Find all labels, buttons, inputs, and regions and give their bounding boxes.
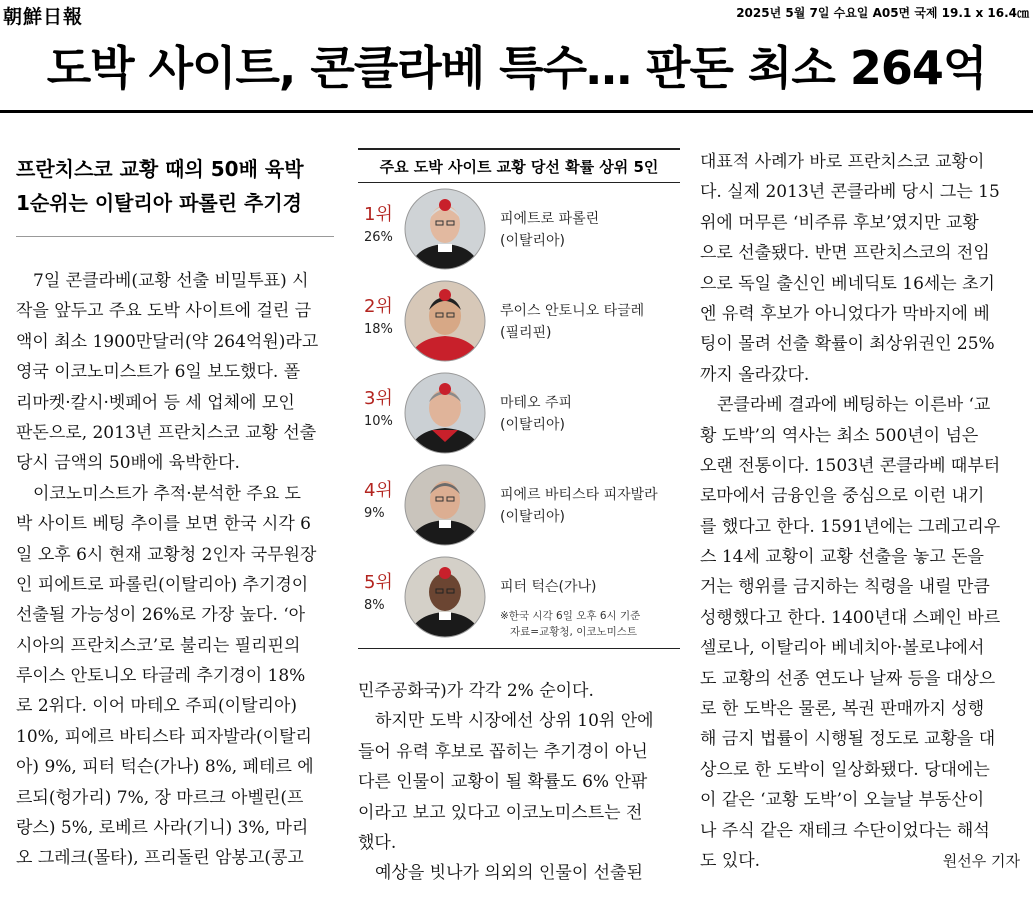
subheadline-divider	[16, 236, 334, 237]
article-line: 아) 9%, 피터 턱슨(가나) 8%, 페테르 에	[16, 757, 314, 778]
candidate-portrait	[404, 280, 486, 362]
article-line: 예상을 빗나가 의외의 인물이 선출된	[358, 863, 643, 884]
article-line: 상으로 한 도박이 일상화됐다. 당대에는	[700, 759, 990, 780]
article-line: 도 교황의 선종 연도나 날짜 등을 대상으	[700, 668, 996, 689]
article-line: 이 같은 ‘교황 도박’이 오늘날 부동산이	[700, 790, 985, 811]
article-line: 판돈으로, 2013년 프란치스코 교황 선출	[16, 422, 317, 443]
candidate-country: (필리핀)	[500, 325, 552, 341]
article-line: 리마켓·칼시·벳페어 등 세 업체에 모인	[16, 392, 295, 413]
article-line: 해 금지 법률이 시행될 정도로 교황을 대	[700, 729, 996, 750]
candidate-name: 루이스 안토니오 타글레	[500, 303, 645, 319]
article-line: 셀로나, 이탈리아 베네치아·볼로냐에서	[700, 638, 985, 659]
candidate-country: (이탈리아)	[500, 417, 566, 433]
article-line: 황 도박’의 역사는 최소 500년이 넘은	[700, 425, 979, 446]
article-line: 이라고 보고 있다고 이코노미스트는 전	[358, 802, 643, 823]
infobox-betting-odds	[358, 148, 680, 656]
candidate-percent: 18%	[364, 322, 393, 337]
article-column-left	[16, 266, 338, 874]
article-line: 르되(헝가리) 7%, 장 마르크 아벨린(프	[16, 787, 304, 808]
article-line: 랑스) 5%, 로베르 사라(기니) 3%, 마리	[16, 818, 309, 839]
candidate-portrait	[404, 464, 486, 546]
article-line: 인 피에트로 파롤린(이탈리아) 추기경이	[16, 574, 309, 595]
infobox-note-line: ※한국 시각 6일 오후 6시 기준	[500, 610, 641, 622]
article-line: 오 그레크(몰타), 프리돌린 암봉고(콩고	[16, 848, 304, 869]
article-line: 도 있다.	[700, 850, 761, 871]
candidate-percent: 10%	[364, 414, 393, 429]
article-line: 로마에서 금융인을 중심으로 이런 내기	[700, 486, 985, 507]
article-line: 액이 최소 1900만달러(약 264억원)라고	[16, 331, 319, 352]
article-line: 했다.	[358, 832, 397, 853]
article-line: 일 오후 6시 현재 교황청 2인자 국무원장	[16, 544, 317, 565]
article-line: 까지 올라갔다.	[700, 364, 810, 385]
article-line: 작을 앞두고 주요 도박 사이트에 걸린 금	[16, 301, 312, 322]
article-line: 민주공화국)가 각각 2% 순이다.	[358, 681, 594, 701]
article-column-middle	[358, 676, 678, 889]
article-line: 이코노미스트가 추적·분석한 주요 도	[16, 483, 301, 504]
infobox-note-line: 자료=교황청, 이코노미스트	[510, 626, 638, 638]
headline-divider	[0, 110, 1033, 113]
article-line: 콘클라베 결과에 베팅하는 이른바 ‘교	[700, 395, 991, 416]
candidate-rank: 4위	[364, 480, 393, 501]
candidate-country: (이탈리아)	[500, 509, 566, 525]
candidate-rank: 1위	[364, 204, 393, 225]
article-line: 스 14세 교황이 교황 선출을 놓고 돈을	[700, 547, 984, 568]
candidate-percent: 8%	[364, 598, 385, 613]
article-line: 엔 유력 후보가 아니었다가 막바지에 베	[700, 303, 990, 324]
article-line: 다른 인물이 교황이 될 확률도 6% 안팎	[358, 772, 648, 793]
article-line: 팅이 몰려 선출 확률이 최상위권인 25%	[700, 334, 995, 355]
article-line: 거는 행위를 금지하는 칙령을 내릴 만큼	[700, 577, 990, 598]
candidate-row	[358, 370, 680, 462]
article-line: 대표적 사례가 바로 프란치스코 교황이	[700, 152, 985, 172]
candidate-portrait	[404, 556, 486, 638]
article-line: 영국 이코노미스트가 6일 보도했다. 폴	[16, 362, 301, 383]
candidate-row	[358, 462, 680, 554]
article-line: 를 했다고 한다. 1591년에는 그레고리우	[700, 516, 1001, 537]
candidate-name: 피에트로 파롤린	[500, 211, 600, 227]
candidate-percent: 9%	[364, 506, 385, 521]
article-line: 오랜 전통이다. 1503년 콘클라베 때부터	[700, 455, 1001, 476]
article-line: 10%, 피에르 바티스타 피자발라(이탈리	[16, 726, 312, 747]
infobox-source-note	[500, 608, 640, 640]
article-line: 선출될 가능성이 26%로 가장 높다. ‘아	[16, 605, 306, 626]
byline: 원선우 기자	[942, 851, 1020, 870]
article-line: 위에 머무른 ‘비주류 후보’였지만 교황	[700, 212, 979, 233]
article-line: 들어 유력 후보로 꼽히는 추기경이 아닌	[358, 741, 648, 762]
candidate-name: 피터 턱슨(가나)	[500, 579, 597, 595]
candidate-name: 피에르 바티스타 피자발라	[500, 487, 658, 503]
article-line: 나 주식 같은 재테크 수단이었다는 해석	[700, 820, 990, 841]
candidate-row	[358, 186, 680, 278]
subheadline-line: 1순위는 이탈리아 파롤린 추기경	[16, 191, 302, 215]
edition-info: 2025년 5월 7일 수요일 A05면 국제 19.1 x 16.4㎝	[736, 6, 1029, 20]
candidate-country: (이탈리아)	[500, 233, 566, 249]
article-line: 시아의 프란치스코’로 불리는 필리핀의	[16, 635, 301, 656]
article-line: 다. 실제 2013년 콘클라베 당시 그는 15	[700, 182, 1000, 203]
article-line: 으로 독일 출신인 베네딕토 16세는 초기	[700, 273, 995, 294]
subheadline-line: 프란치스코 교황 때의 50배 육박	[16, 157, 304, 181]
candidate-portrait	[404, 188, 486, 270]
candidate-percent: 26%	[364, 230, 393, 245]
article-line: 으로 선출됐다. 반면 프란치스코의 전임	[700, 243, 990, 264]
infobox-title-rule	[358, 182, 680, 183]
article-line: 로 2위다. 이어 마테오 주피(이탈리아)	[16, 696, 298, 717]
article-line: 로 한 도박은 물론, 복권 판매까지 성행	[700, 699, 985, 720]
candidate-rank: 3위	[364, 388, 393, 409]
masthead-logo: 朝鮮日報	[3, 6, 84, 28]
article-line: 7일 콘클라베(교황 선출 비밀투표) 시	[16, 271, 309, 291]
candidate-name: 마테오 주피	[500, 395, 573, 411]
article-last-line	[700, 846, 1020, 876]
infobox-title: 주요 도박 사이트 교황 당선 확률 상위 5인	[379, 158, 659, 176]
article-line: 박 사이트 베팅 추이를 보면 한국 시각 6	[16, 514, 311, 535]
article-line: 하지만 도박 시장에선 상위 10위 안에	[358, 711, 654, 732]
headline: 도박 사이트, 콘클라베 특수… 판돈 최소 264억	[46, 41, 987, 95]
candidate-row	[358, 278, 680, 370]
candidate-portrait	[404, 372, 486, 454]
candidate-rank: 2위	[364, 296, 393, 317]
candidate-rank: 5위	[364, 572, 393, 593]
article-line: 당시 금액의 50배에 육박한다.	[16, 453, 240, 474]
infobox-top-rule	[358, 148, 680, 150]
article-line: 성행했다고 한다. 1400년대 스페인 바르	[700, 607, 1001, 628]
subheadline	[16, 152, 336, 220]
article-line: 루이스 안토니오 타글레 추기경이 18%	[16, 666, 306, 687]
infobox-bottom-rule	[358, 648, 680, 649]
article-column-right	[700, 147, 1020, 876]
